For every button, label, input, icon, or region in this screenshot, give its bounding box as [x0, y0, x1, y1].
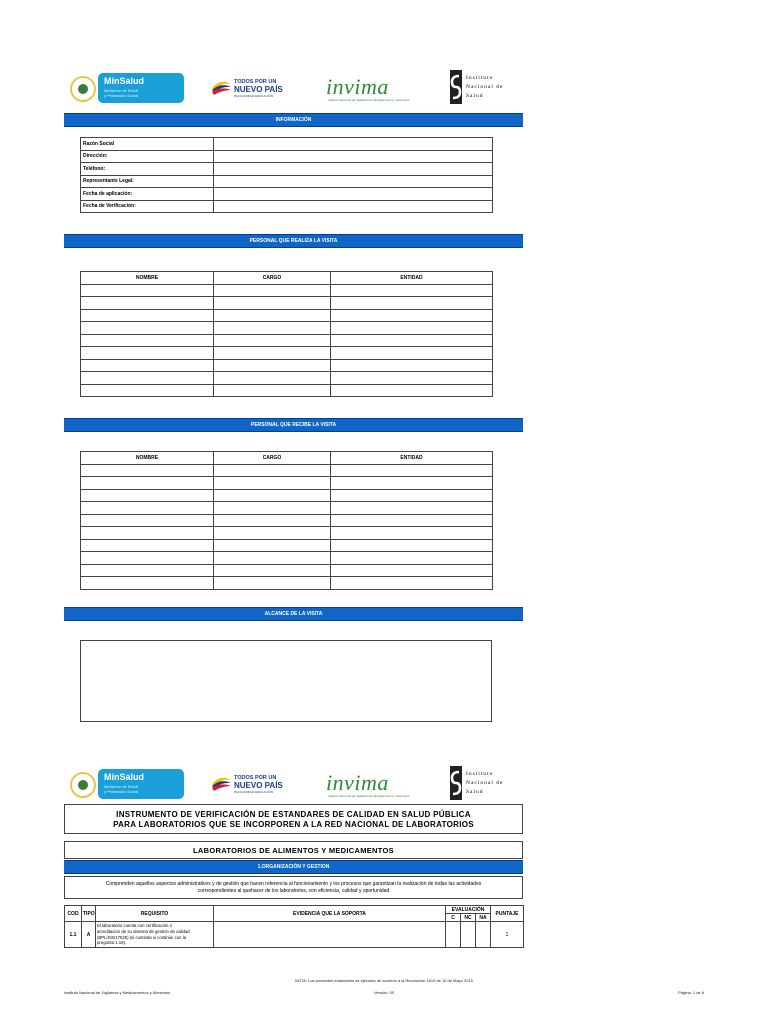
ins-line1: Instituto [466, 75, 494, 81]
evaluacion-nc-cell[interactable] [461, 922, 476, 948]
table-row[interactable] [81, 527, 493, 540]
table-row[interactable] [81, 577, 493, 590]
table-header-row [81, 272, 493, 285]
tpun-line2: NUEVO PAÍS [234, 85, 283, 94]
coat-of-arms-icon [70, 76, 96, 102]
info-row [81, 138, 493, 151]
section-bar-alcance: ALCANCE DE LA VISITA [64, 607, 523, 621]
column-header-tipo: TIPO [82, 906, 96, 922]
column-header-c: C [446, 914, 461, 922]
personal-recibe-table [80, 451, 493, 590]
info-value[interactable] [214, 188, 493, 201]
tpun-line2: NUEVO PAÍS [234, 781, 283, 790]
section-description-line2: correspondientes al quehacer de los laboratorios, con eficiencia, calidad y oportunidad [197, 888, 390, 894]
ins-logo [450, 70, 520, 106]
info-label: Teléfono: [81, 163, 214, 176]
ins-s-mark-icon [450, 70, 462, 104]
table-header-row [65, 906, 524, 914]
requisito-text-line2: acreditación de su sistema de gestión de calidad [97, 928, 190, 934]
column-header-na: NA [476, 914, 491, 922]
info-value[interactable] [214, 138, 493, 151]
requisito-text [96, 922, 214, 948]
table-row[interactable] [81, 564, 493, 577]
requisito-tipo: A [82, 922, 96, 948]
info-label: Fecha de aplicación: [81, 188, 214, 201]
minsalud-sub1: Ministerio de Salud [104, 88, 139, 93]
ins-logo [450, 766, 520, 802]
table-row[interactable] [81, 347, 493, 360]
section-bar-personal-recibe: PERSONAL QUE RECIBE LA VISITA [64, 418, 523, 432]
todos-por-un-nuevo-pais-logo [210, 774, 290, 796]
todos-por-un-nuevo-pais-logo [210, 78, 290, 100]
invima-wordmark: invima [326, 74, 389, 99]
info-row [81, 150, 493, 163]
invima-wordmark: invima [326, 770, 389, 795]
alcance-textbox[interactable] [80, 640, 492, 722]
invima-logo [326, 74, 410, 104]
footer-version: Versión: 00 [373, 990, 394, 995]
info-value[interactable] [214, 150, 493, 163]
info-label: Representante Legal: [81, 175, 214, 188]
column-header-entidad: ENTIDAD [331, 272, 493, 285]
column-header-evidencia: EVIDENCIA QUE LA SOPORTA [214, 906, 446, 922]
requisito-text-line3: (BPL/ISO17025) (si contesta si continúe con la [97, 934, 187, 940]
requisito-cod: 1.1 [65, 922, 82, 948]
puntaje-cell: 1 [491, 922, 524, 948]
column-header-nombre: NOMBRE [81, 452, 214, 465]
requisito-text-line1: El laboratorio cuenta con certificación o [97, 923, 172, 929]
minsalud-title: MinSalud [104, 772, 144, 782]
info-value[interactable] [214, 200, 493, 213]
table-row[interactable] [81, 502, 493, 515]
table-row[interactable] [81, 464, 493, 477]
column-header-cod: COD [65, 906, 82, 922]
section-description-box [64, 876, 523, 899]
evidencia-cell[interactable] [214, 922, 446, 948]
table-row[interactable] [81, 539, 493, 552]
tpun-line3: PAZ EQUIDAD EDUCACIÓN [234, 94, 273, 98]
section-bar-organizacion: 1.ORGANIZACIÓN Y GESTION [64, 860, 523, 874]
info-label: Fecha de Verificación: [81, 200, 214, 213]
info-label: Razón Social [81, 138, 214, 151]
column-header-nc: NC [461, 914, 476, 922]
tpun-line1: TODOS POR UN [234, 79, 277, 85]
invima-logo [326, 770, 410, 800]
column-header-puntaje: PUNTAJE [491, 906, 524, 922]
invima-subtitle: Instituto Nacional de Vigilancia de Medicamentos y Alimentos [328, 794, 410, 798]
tpun-line3: PAZ EQUIDAD EDUCACIÓN [234, 790, 273, 794]
flag-swoosh-icon [210, 78, 232, 98]
instrument-title-line1: INSTRUMENTO DE VERIFICACIÓN DE ESTANDARES DE CALIDAD EN SALUD PÚBLICA [116, 810, 471, 819]
minsalud-title: MinSalud [104, 76, 144, 86]
lab-subtitle-box [64, 841, 523, 859]
table-row[interactable] [81, 372, 493, 385]
info-table [80, 137, 493, 213]
table-header-row [81, 452, 493, 465]
personal-realiza-table [80, 271, 493, 397]
info-label: Dirección: [81, 150, 214, 163]
evaluacion-na-cell[interactable] [476, 922, 491, 948]
info-row [81, 188, 493, 201]
table-row[interactable] [81, 297, 493, 310]
ins-line1: Instituto [466, 771, 494, 777]
minsalud-sub2: y Protección Social [104, 789, 139, 794]
minsalud-sub2: y Protección Social [104, 93, 139, 98]
table-row [65, 922, 524, 948]
instrument-title-line2: PARA LABORATORIOS QUE SE INCORPOREN A LA RED NACIONAL DE LABORATORIOS [113, 820, 474, 829]
table-row[interactable] [81, 552, 493, 565]
column-header-cargo: CARGO [214, 272, 331, 285]
ins-s-mark-icon [450, 766, 462, 800]
table-row[interactable] [81, 359, 493, 372]
table-row[interactable] [81, 477, 493, 490]
footer-left: Instituto Nacional de Vigilancia y Medicamentos y Alimentos [64, 990, 171, 995]
table-row[interactable] [81, 384, 493, 397]
coat-of-arms-icon [70, 772, 96, 798]
requisito-text-line4: pregunta 1.16). [97, 940, 127, 946]
column-header-evaluacion: EVALUACIÓN [446, 906, 491, 914]
table-row[interactable] [81, 284, 493, 297]
section-bar-personal-realiza: PERSONAL QUE REALIZA LA VISITA [64, 234, 523, 248]
table-row[interactable] [81, 334, 493, 347]
column-header-nombre: NOMBRE [81, 272, 214, 285]
footer-page: Página: 1 de 6 [678, 990, 704, 995]
logo-strip-top [64, 66, 524, 110]
minsalud-sub1: Ministerio de Salud [104, 784, 139, 789]
minsalud-logo [98, 769, 184, 799]
info-row [81, 200, 493, 213]
invima-subtitle: Instituto Nacional de Vigilancia de Medicamentos y Alimentos [328, 98, 410, 102]
info-value[interactable] [214, 163, 493, 176]
section-description-line1: Comprenden aquellos aspectos administrativos y de gestión que hacen referencia al funcionamiento y los procesos que garantizan la realización de todas las actividades [105, 881, 482, 887]
instrument-title-box [64, 804, 523, 834]
ins-line2: Nacional de [466, 84, 504, 90]
info-value[interactable] [214, 175, 493, 188]
column-header-requisito: REQUISITO [96, 906, 214, 922]
column-header-cargo: CARGO [214, 452, 331, 465]
table-row[interactable] [81, 514, 493, 527]
ins-line3: Salud [466, 789, 484, 795]
table-row[interactable] [81, 489, 493, 502]
evaluacion-c-cell[interactable] [446, 922, 461, 948]
column-header-entidad: ENTIDAD [331, 452, 493, 465]
section-bar-informacion: INFORMACIÓN [64, 113, 523, 127]
info-row [81, 163, 493, 176]
logo-strip-bottom [64, 764, 524, 804]
lab-subtitle: LABORATORIOS DE ALIMENTOS Y MEDICAMENTOS [193, 846, 394, 855]
minsalud-logo [98, 73, 184, 103]
requisitos-table [64, 905, 524, 948]
ins-line2: Nacional de [466, 780, 504, 786]
ins-line3: Salud [466, 93, 484, 99]
table-row[interactable] [81, 322, 493, 335]
table-row[interactable] [81, 309, 493, 322]
flag-swoosh-icon [210, 774, 232, 794]
tpun-line1: TODOS POR UN [234, 775, 277, 781]
footer-nota: NOTA: Los presentes estandares se ejecutan de acuerdo a la Resolución 1619 de 15 de Mayo 2015 [295, 978, 473, 983]
info-row [81, 175, 493, 188]
